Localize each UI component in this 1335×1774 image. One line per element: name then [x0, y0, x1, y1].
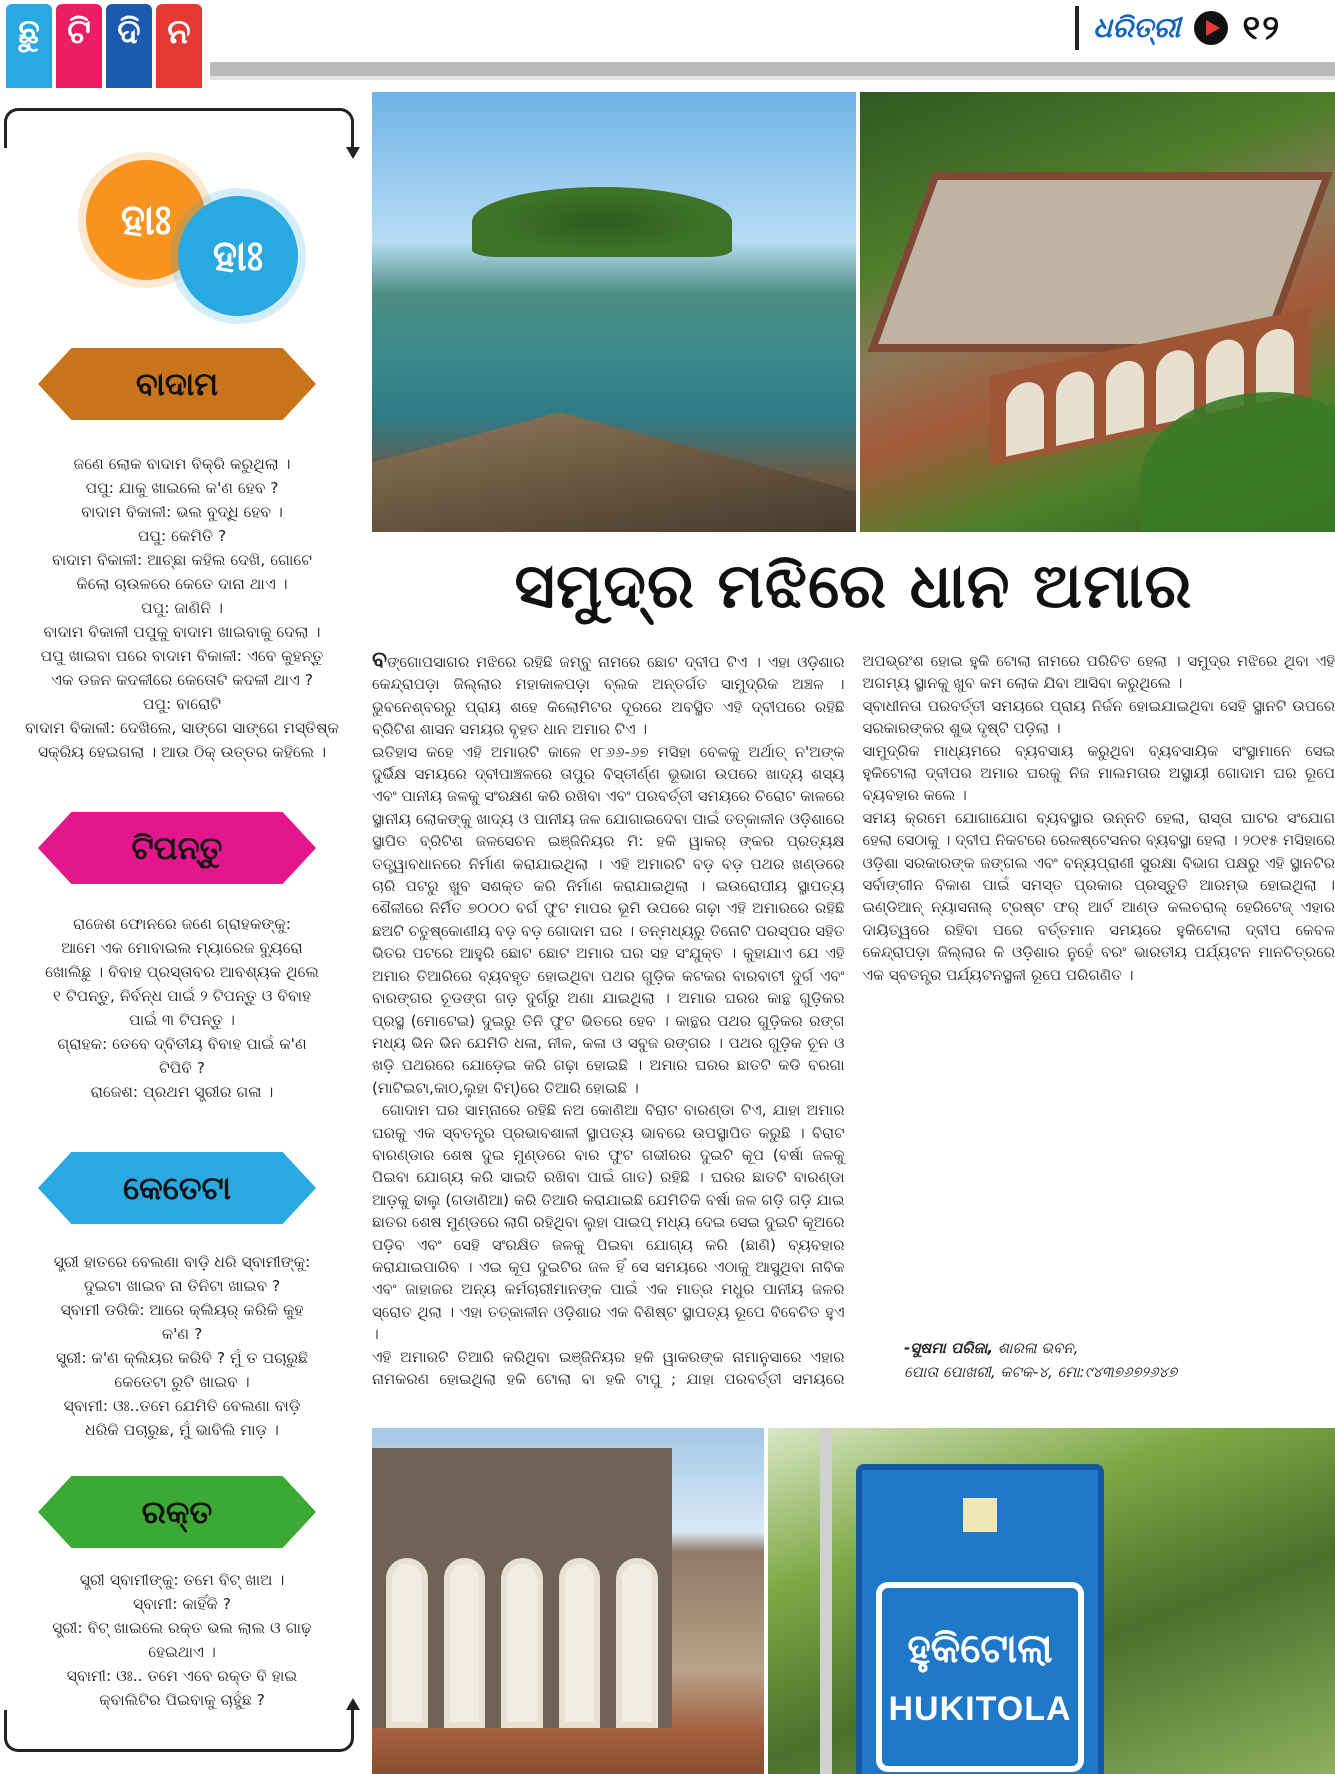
masthead-letter-4: ନ — [156, 4, 202, 88]
joke-line: ବାଦାମ ବିକାଳୀ: ଭଲ ବୁଦ୍ଧି ହେବ । — [81, 503, 283, 521]
joke-line: ଟିପିବି ? — [158, 1059, 206, 1077]
hukitola-signboard — [856, 1464, 1104, 1774]
joke-line: ପପୁ: କେମିତି ? — [137, 527, 227, 545]
drop-letter: ବ — [372, 648, 388, 673]
joke-line: ପପୁ: ଯାକୁ ଖାଇଲେ କ'ଣ ହେବ ? — [85, 479, 279, 497]
article-paragraph-1-text: ଙ୍ଗୋପସାଗର ମଝିରେ ରହିଛି ଜମ୍ବୁ ନାମରେ ଛୋଟ ଦ୍ବୀପ ଟିଏ । ଏହା ଓଡ଼ିଶାର କେନ୍ଦ୍ରାପଡ଼ା ଜିଲ୍ଲାର ମହାକାଳପଡ଼ା ବ୍ଲକ ଅନ୍ତର୍ଗତ ସାମୁଦ୍ରିକ ଅଞ୍ଚଳ । ଭୁବନେଶ୍ବରରୁ ପ୍ରାୟ ଶହେ କିଲୋମିଟର ଦୂରରେ ଅବସ୍ଥିତ ଏହି ଦ୍ବୀପରେ ରହିଛି ବ୍ରିଟିଶ ଶାସନ ସମୟର ବୃହତ ଧାନ ଅମାର ଟିଏ । — [372, 653, 845, 739]
joke-line: ବାଦାମ ବିକାଳୀ ପପୁକୁ ବାଦାମ ଖାଇବାକୁ ଦେଲା । — [43, 623, 321, 641]
joke-line: ସ୍ତ୍ରୀ: କ'ଣ କ୍ଲିୟର କରିବି ? ମୁଁ ତ ପଚାରୁଛି — [55, 1349, 309, 1367]
joke-line: ପପୁ: ବାରୋଟି — [142, 695, 222, 713]
joke-title-badge-1 — [38, 348, 316, 420]
article-headline: ସମୁଦ୍ର ମଝିରେ ଧାନ ଅମାର — [514, 549, 1193, 622]
article-credit — [904, 1336, 1324, 1384]
joke-line: ଜଣେ ଲୋକ ବାଦାମ ବିକ୍ରି କରୁଥିଲା । — [73, 455, 291, 473]
joke-line: ପାଇଁ ୩ ଟିପନ୍ତୁ । — [128, 1011, 236, 1029]
article-paragraph-3: ଗୋଦାମ ଘର ସାମ୍ନାରେ ରହିଛି ନଅ କୋଣିଆ ବିରାଟ ବାରଣ୍ଡା ଟିଏ, ଯାହା ଅମାର ଘରକୁ ଏକ ସ୍ବତନ୍ତ୍ର ପ୍ରଭାବଶାଳୀ ସ୍ଥାପତ୍ୟ ଭାବରେ ଉପସ୍ଥାପିତ କରୁଛି । ବିରାଟ ବାରଣ୍ଡାର ଶେଷ ଦୁଇ ମୁଣ୍ଡରେ ବାର ଫୁଟ ଗଭୀରର ଦୁଇଟି କୂପ (ବର୍ଷା ଜଳକୁ ପିଇବା ଯୋଗ୍ୟ କରି ସାଇତି ରଖିବା ପାଇଁ ଗାତ) ରହିଛି । ଘରର ଛାତଟି ବାରଣ୍ଡା ଆଡ଼କୁ ଢାଲୁ (ଗଡାଣିଆ) କରି ତିଆରି କରାଯାଇଛି ଯେମିତିକି ବର୍ଷା ଜଳ ଗଡ଼ି ଗଡ଼ି ଯାଇ ଛାତର ଶେଷ ମୁଣ୍ଡରେ ଲାଗି ରହିଥିବା ଲୁହା ପାଇପ୍ ମଧ୍ୟ ଦେଇ ସେଇ ଦୁଇଟି କୂଅରେ ପଡ଼ିବ ଏବଂ ସେହି ସଂରକ୍ଷିତ ଜଳକୁ ପିଇବା ଯୋଗ୍ୟ କରି (ଛାଣି) ବ୍ୟବହାର କରାଯାଇପାରିବ । ଏଇ କୂପ ଦୁଇଟିର ଜଳ ହିଁ ସେ ସମୟରେ ଏଠାକୁ ଆସୁଥିବା ନାବିକ ଏବଂ ଜାହାଜର ଅନ୍ୟ କର୍ମଚାରୀମାନଙ୍କ ପାଇଁ ଏକ ମାତ୍ର ମଧୁର ପାନୀୟ ଜଳର ସ୍ରୋତ ଥିଲା । ଏହା ତତ୍କାଳୀନ ଓଡ଼ିଶାର ଏକ ବିଶିଷ୍ଟ ସ୍ଥାପତ୍ୟ ରୂପେ ବିବେଚିତ ହୁଏ । — [372, 1101, 845, 1344]
article-paragraph-2: ଇତିହାସ କହେ ଏହି ଅମାରଟି କାଳେ ୧୮୬୬-୬୭ ମସିହା ବେଳକୁ ଅର୍ଥାତ୍ ନ'ଅଙ୍କ ଦୁର୍ଭିକ୍ଷ ସମୟରେ ଦ୍ବୀପାଞ୍ଚଳରେ ତାପୁର ବିସ୍ତୀର୍ଣ୍ଣ ଭୂଭାଗ ଉପରେ ଖାଦ୍ୟ ଶସ୍ୟ ଏବଂ ପାନୀୟ ଜଳକୁ ସଂରକ୍ଷଣ କରି ରଖିବା ଏବଂ ପରବର୍ତ୍ତୀ ସମୟରେ ଚିରୋଟ କାଳରେ ସ୍ଥାନୀୟ ଲୋକଙ୍କୁ ଖାଦ୍ୟ ଓ ପାନୀୟ ଜଳ ଯୋଗାଇଦେବା ପାଇଁ ତତ୍କାଳୀନ ଓଡ଼ିଶାରେ ସ୍ଥାପିତ ବ୍ରିଟିଶ ଜଳସେଚନ ଇଞ୍ଜିନିୟର ମି: ହକି ୱାକର୍ ଙ୍କର ପ୍ରତ୍ୟକ୍ଷ ତତ୍ତ୍ୱାବଧାନରେ ନିର୍ମାଣ କରାଯାଇଥିଲା । ଏହି ଅମାରଟି ବଡ଼ ବଡ଼ ପଥର ଖଣ୍ଡରେ ଚାରି ପଟରୁ ଖୁବ ସଶକ୍ତ କରି ନିର୍ମାଣ କରାଯାଇଥିଲା । ଇଉରୋପୀୟ ସ୍ଥାପତ୍ୟ ଶୈଳୀରେ ନିର୍ମିତ ୭୦୦୦ ବର୍ଗ ଫୁଟ ମାପର ଭୂମି ଉପରେ ଗଢ଼ା ଏହି ଅମାରରେ ରହିଛି ଛଅଟି ଚତୁଷ୍କୋଣୀୟ ବଡ଼ ବଡ଼ ଗୋଦାମ ଘର । ତନ୍ମଧ୍ୟରୁ ତିନୋଟି ପରସ୍ପର ସହିତ ଭିତର ପଟରେ ଆହୁରି ଛୋଟ ଛୋଟ ଅମାର ଘର ସହ ସଂଯୁକ୍ତ । କୁହାଯାଏ ଯେ ଏହି ଅମାର ତିଆରିରେ ବ୍ୟବହୃତ ହୋଇଥିବା ପଥର ଗୁଡ଼ିକ କଟକର ବାରବାଟୀ ଦୁର୍ଗ ଏବଂ ବାରଙ୍ଗର ଚୂଡଙ୍ଗ ଗଡ଼ ଦୁର୍ଗରୁ ଅଣା ଯାଇଥିଲା । ଅମାର ଘରର କାନ୍ଥ ଗୁଡ଼ିକର ପ୍ରସ୍ଥ (ମୋଟେଇ) ଦୁଇରୁ ତିନି ଫୁଟ ଭିତରେ ହେବ । କାନ୍ଥର ପଥର ଗୁଡ଼ିକର ରଙ୍ଗ ମଧ୍ୟ ଭିନ ଭିନ ଯେମିତି ଧଳା, ନୀଳ, କଳା ଓ ସବୁଜ ରଙ୍ଗର । ପଥର ଗୁଡ଼ିକ ଚୂନ ଓ ଖଡ଼ି ପଥରରେ ଯୋଡ଼େଇ କରି ଗଢ଼ା ହୋଇଛି । ଅମାର ଘରର ଛାତଟି କଡି ବରଗା (ମାଟିଇଟା,କାଠ,ଲୁହା ବିମ୍)ରେ ତିଆରି ହୋଇଛି । — [372, 742, 845, 1097]
photo-island-boat — [372, 92, 856, 532]
newspaper-brand: ଧରିତ୍ରୀ — [1093, 11, 1181, 44]
joke-line: ବାଦାମ ବିକାଳୀ: ଆଚ୍ଛା କହିଲ ଦେଖି, ଗୋଟେ — [52, 551, 312, 569]
joke-text-1 — [12, 452, 352, 764]
play-icon — [1194, 11, 1228, 45]
sign-text-odia: ହୁକିଟୋଲା — [907, 1625, 1053, 1672]
author-name: -ସୁଷମା ପରିଜା, — [904, 1339, 994, 1357]
joke-line: ରାଜେଶ ଫୋନରେ ଜଣେ ଗ୍ରାହକଙ୍କୁ: — [73, 915, 291, 933]
masthead-letter-1: ଛୁ — [6, 4, 52, 88]
masthead-letter-2: ଟି — [56, 4, 102, 88]
photo-arched-verandah — [372, 1428, 764, 1774]
joke-text-4 — [12, 1568, 352, 1712]
joke-line: ସ୍ତ୍ରୀ: ବିଟ୍ ଖାଇଲେ ରକ୍ତ ଭଲ ଲାଲ ଓ ଗାଢ଼ — [52, 1619, 312, 1637]
page-header — [1075, 6, 1281, 50]
boat-bow-shape — [372, 412, 856, 532]
photo-hukitola-sign — [768, 1428, 1335, 1774]
sign-panel — [876, 1582, 1084, 1772]
joke-title-2: ଟିପନ୍ତୁ — [131, 828, 223, 867]
joke-title-badge-4 — [38, 1476, 316, 1548]
masthead-letter-3: ଦି — [106, 4, 152, 88]
joke-line: ପପୁ: ଜାଣିନି । — [141, 599, 223, 617]
joke-title-1: ବାଦାମ — [135, 364, 219, 403]
joke-line: ବାଦାମ ବିକାଳୀ: ଦେଖିଲେ, ସାଙ୍ଗେ ସାଙ୍ଗେ ମସ୍ତିଷ୍କ — [24, 719, 340, 737]
joke-line: ରାଜେଶ: ପ୍ରଥମ ସ୍ତ୍ରୀର ଗଳା । — [90, 1083, 274, 1101]
photo-granary-aerial — [860, 92, 1335, 532]
joke-line: ଏକ ଡଜନ କଦଳୀରେ କେତୋଟି କଦଳୀ ଥାଏ ? — [51, 671, 313, 689]
bracket-top-arrow-icon — [4, 108, 354, 148]
joke-line: ସ୍ବାମୀ: ଓଃ.. ତମେ ଏବେ ରକ୍ତ ବି ହାଇ — [66, 1667, 298, 1685]
joke-line: ସ୍ବାମୀ: ଓଃ..ତମେ ଯେମିତି ବେଲଣା ବାଡ଼ି — [63, 1397, 301, 1415]
header-rule — [210, 62, 1335, 76]
joke-line: ସକ୍ରିୟ ହେଇଗଲା । ଆଉ ଠିକ୍ ଉତ୍ତର କହିଲେ । — [37, 743, 327, 761]
article-paragraph-4: ଏହି ଅମାରଟି ତିଆରି କରିଥିବା ଇଞ୍ଜିନିୟର ହକି ୱାକରଙ୍କ ନାମାନୁସାରେ ଏହାର ନାମକରଣ ହୋଇଥିଲା ହକି ଟୋଲା ବା ହକି ଟାପୁ ; ଯାହା ପରବର୍ତ୍ତୀ ସମୟରେ ଅପଭ୍ରଂଶ ହୋଇ ହୁକି ଟୋଲା ନାମରେ ପରିଚିତ ହେଲା । ସମୁଦ୍ର ମଝିରେ ଥିବା ଏହି ଅଗମ୍ୟ ସ୍ଥାନକୁ ଖୁବ କମ ଲୋକ ଯିବା ଆସିବା କରୁଥିଲେ । — [372, 652, 1335, 1388]
sign-text-english: HUKITOLA — [888, 1689, 1072, 1728]
heritage-logo-icon — [963, 1498, 997, 1532]
joke-title-3: କେତେଟା — [122, 1168, 231, 1207]
masthead — [6, 4, 202, 88]
joke-title-badge-2 — [38, 812, 316, 884]
joke-line: କିଲୋ ଚାଉଳରେ କେତେ ଦାନା ଥାଏ । — [76, 575, 288, 593]
joke-line: କ୍ବାଲିଟିର ପିଇବାକୁ ଚାହୁଁଛ ? — [99, 1691, 265, 1709]
author-address-1: ଶାରଳା ଭବନ, — [997, 1339, 1079, 1357]
joke-line: ଗ୍ରାହକ: ତେବେ ଦ୍ବିତୀୟ ବିବାହ ପାଇଁ କ'ଣ — [57, 1035, 307, 1053]
verandah-arches — [372, 1558, 672, 1728]
joke-line: ଆମେ ଏକ ମୋବାଇଲ ମ୍ୟାରେଜ ବ୍ୟୁରୋ — [61, 939, 303, 957]
joke-line: ସ୍ତ୍ରୀ ସ୍ବାମୀଙ୍କୁ: ତମେ ବିଟ୍ ଖାଅ । — [79, 1571, 285, 1589]
sign-header — [876, 1480, 1084, 1570]
article-paragraph-7: ସମୟ କ୍ରମେ ଯୋଗାଯୋଗ ବ୍ୟବସ୍ଥାର ଉନ୍ନତି ହେଲା, ରାସ୍ତା ଘାଟର ସଂଯୋଗ ହେଲା ସେଠାକୁ । ଦ୍ବୀପ ନିକଟରେ ରେଳଷ୍ଟେସନର ବ୍ୟବସ୍ଥା ହେଲା । ୨୦୧୫ ମସିହାରେ ଓଡ଼ିଶା ସରକାରଙ୍କ ଜଙ୍ଗଲ ଏବଂ ବନ୍ୟପ୍ରାଣୀ ସୁରକ୍ଷା ବିଭାଗ ପକ୍ଷରୁ ଏହି ସ୍ଥାନଟିର ସର୍ବାଙ୍ଗୀନ ବିକାଶ ପାଇଁ ସମସ୍ତ ପ୍ରକାର ପ୍ରସ୍ତୁତି ଆରମ୍ଭ ହୋଇଥିଲା । ଇଣ୍ଡିଆନ୍ ନ୍ୟାସନାଲ୍ ଟ୍ରଷ୍ଟ ଫର୍ ଆର୍ଟ ଆଣ୍ଡ କଲଚରାଲ୍ ହେରିଟେଜ୍ ଏହାର ଦାୟିତ୍ୱରେ ରହିବା ପରେ ବର୍ତ୍ତମାନ ସମୟରେ ହୁକିଟୋଲା ଦ୍ବୀପ କେବଳ କେନ୍ଦ୍ରାପଡ଼ା ଜିଲ୍ଲାର କି ଓଡ଼ିଶାର ନୁହେଁ ବରଂ ଭାରତୀୟ ପର୍ଯ୍ୟଟନ ମାନଚିତ୍ରରେ ଏକ ସ୍ବତନ୍ତ୍ର ପର୍ଯ୍ୟଟନସ୍ଥଳୀ ରୂପେ ପରିଗଣିତ । — [862, 808, 1335, 984]
joke-line: କେତେଟା ରୁଟି ଖାଇବ । — [114, 1373, 250, 1391]
joke-line: ଧରିକି ପଚାରୁଛ, ମୁଁ ଭାବିଲି ମାଡ଼ । — [85, 1421, 279, 1439]
joke-line: ସ୍ତ୍ରୀ ହାତରେ ବେଲଣା ବାଡ଼ି ଧରି ସ୍ବାମୀଙ୍କୁ: — [53, 1253, 311, 1271]
verandah-wall — [372, 1448, 672, 1728]
joke-line: ହେଇଥାଏ । — [148, 1643, 216, 1661]
article-paragraph-6: ସାମୁଦ୍ରିକ ମାଧ୍ୟମରେ ବ୍ୟବସାୟ କରୁଥିବା ବ୍ୟବସାୟିକ ସଂସ୍ଥାମାନେ ସେଇ ହୁକିଟୋଲା ଦ୍ବୀପର ଅମାର ଘରକୁ ନିଜ ମାଲମତାର ଅସ୍ଥାୟୀ ଗୋଦାମ ଘର ରୂପେ ବ୍ୟବହାର କଲେ । — [862, 741, 1335, 805]
joke-text-3 — [12, 1250, 352, 1442]
sign-post — [820, 1428, 832, 1774]
joke-line: ୧ ଟିପନ୍ତୁ, ନିର୍ବନ୍ଧ ପାଇଁ ୨ ଟିପନ୍ତୁ ଓ ବିବାହ — [52, 987, 312, 1005]
joke-line: ଖୋଲିଛୁ । ବିବାହ ପ୍ରସ୍ତାବର ଆବଶ୍ୟକ ଥିଲେ — [45, 963, 319, 981]
header-divider — [1075, 6, 1079, 50]
joke-line: କ'ଣ ? — [161, 1325, 203, 1343]
joke-line: ଦୁଇଟା ଖାଇବ ନା ତିନିଟା ଖାଇବ ? — [83, 1277, 281, 1295]
joke-text-2 — [12, 912, 352, 1104]
article-body — [372, 650, 1335, 1412]
joke-title-4: ରକ୍ତ — [141, 1492, 213, 1531]
joke-line: ପପୁ ଖାଇବା ପରେ ବାଦାମ ବିକାଳୀ: ଏବେ କୁହନ୍ତୁ — [40, 647, 324, 665]
header-rule-light — [210, 76, 1335, 80]
humor-column — [0, 100, 362, 1774]
joke-line: ସ୍ବାମୀ ଡରିକି: ଆରେ କ୍ଲିୟର୍ କରିକି କୁହ — [60, 1301, 304, 1319]
joke-line: ସ୍ବାମୀ: କାହିଁକି ? — [133, 1595, 231, 1613]
haha-logo-1: ହାଃ — [86, 160, 206, 280]
joke-title-badge-3 — [38, 1152, 316, 1224]
island-shape — [472, 187, 732, 257]
page-number: ୧୨ — [1242, 8, 1282, 48]
bracket-bottom-arrow-icon — [4, 1710, 354, 1752]
article-paragraph-5: ସ୍ବାଧୀନତା ପରବର୍ତ୍ତୀ ସମୟରେ ପ୍ରାୟ ନିର୍ଜନ ହୋଇଯାଇଥିବା ସେହି ସ୍ଥାନଟି ଉପରେ ସରକାରଙ୍କର ଶୁଭ ଦୃଷ୍ଟି ପଡ଼ିଲା । — [862, 696, 1335, 738]
author-address-2: ପୋତା ପୋଖରୀ, କଟକ-୪, ମୋ:୯୪୩୭୬୭୨୬୪୭ — [904, 1363, 1178, 1381]
article-paragraph-1 — [372, 650, 845, 741]
haha-logo-2: ହାଃ — [178, 196, 298, 316]
